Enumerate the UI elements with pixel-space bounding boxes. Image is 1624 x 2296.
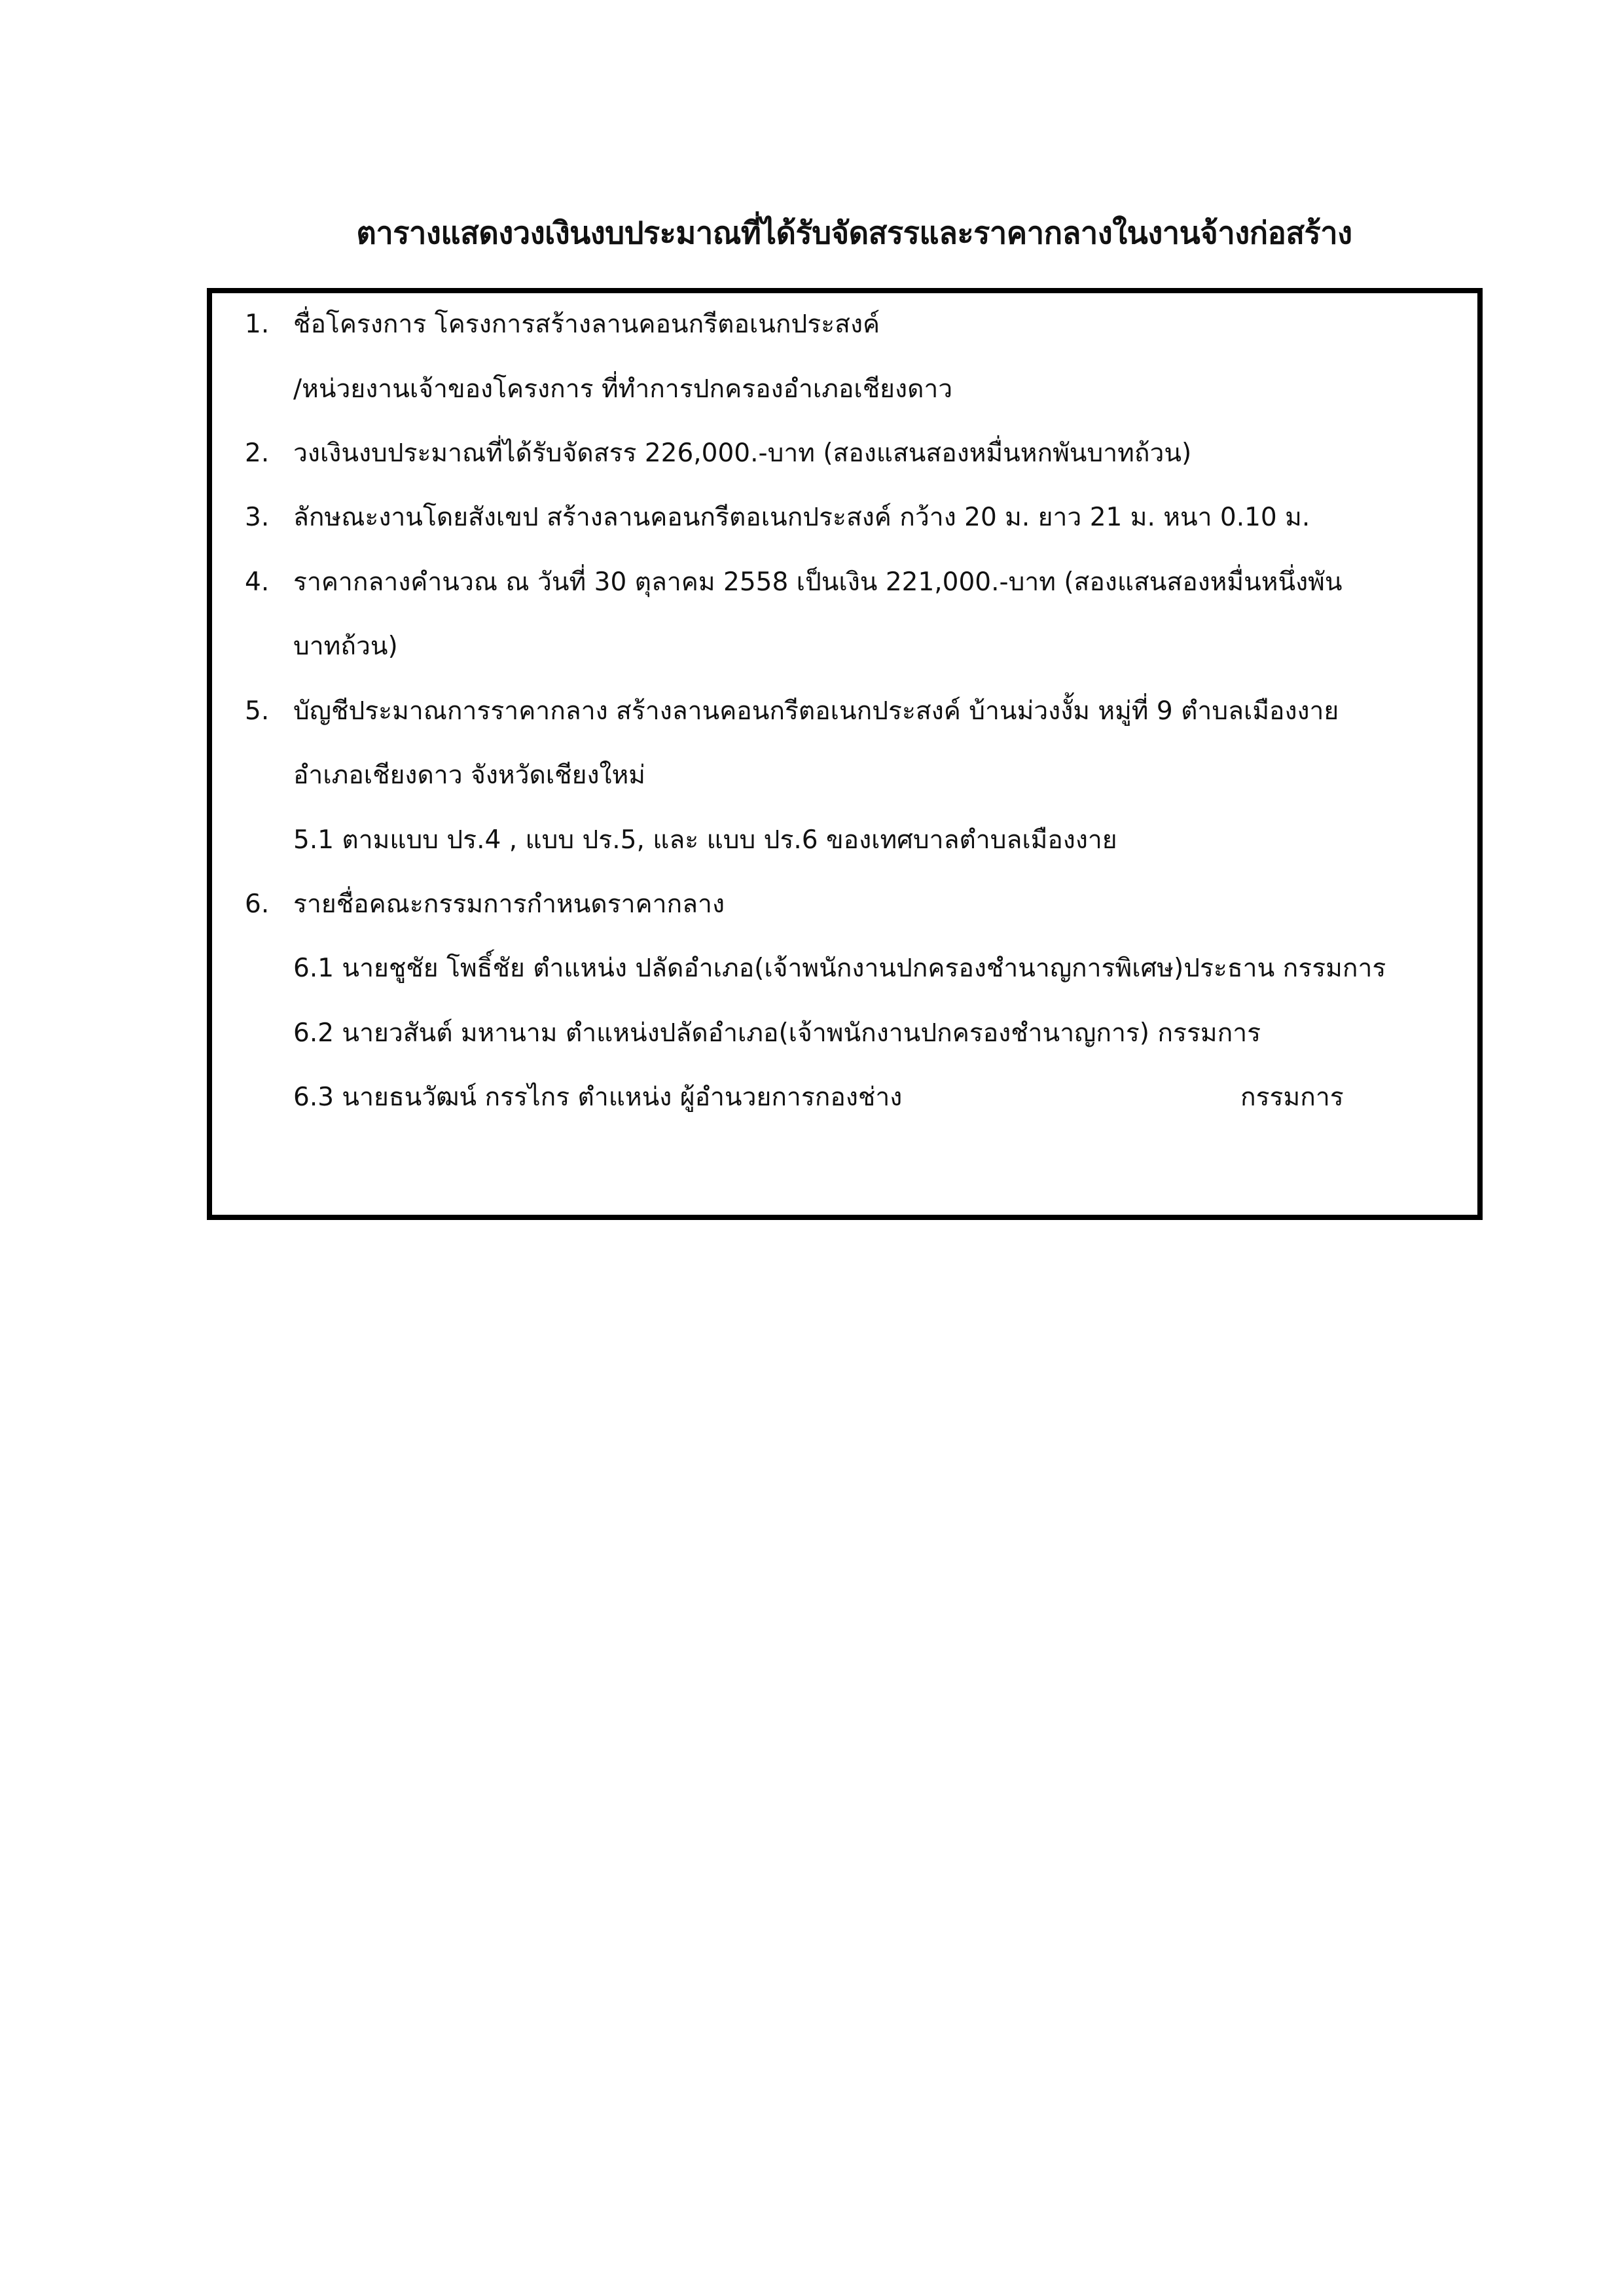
item-6-subitem-6-3-role: กรรมการ [1240,1083,1344,1112]
item-5-line-2: อำเภอเชียงดาว จังหวัดเชียงใหม่ [293,761,645,790]
item-3-line-1: ลักษณะงานโดยสังเขป สร้างลานคอนกรีตอเนกประสงค์ กว้าง 20 ม. ยาว 21 ม. หนา 0.10 ม. [293,503,1310,532]
item-5-number: 5. [245,696,270,726]
item-4-line-1: ราคากลางคำนวณ ณ วันที่ 30 ตุลาคม 2558 เป็นเงิน 221,000.-บาท (สองแสนสองหมื่นหนึ่งพัน [293,567,1343,597]
item-2-number: 2. [245,439,270,468]
item-5-subitem-5-1: 5.1 ตามแบบ ปร.4 , แบบ ปร.5, และ แบบ ปร.6 ของเทศบาลตำบลเมืองงาย [293,825,1117,855]
item-6-subitem-6-3: 6.3 นายธนวัฒน์ กรรไกร ตำแหน่ง ผู้อำนวยการกองช่าง [293,1083,903,1112]
item-1-line-1: ชื่อโครงการ โครงการสร้างลานคอนกรีตอเนกประสงค์ [293,310,880,339]
item-4-number: 4. [245,567,270,597]
item-6-line-1: รายชื่อคณะกรรมการกำหนดราคากลาง [293,889,725,919]
item-6-subitem-6-2: 6.2 นายวสันต์ มหานาม ตำแหน่งปลัดอำเภอ(เจ้าพนักงานปกครองชำนาญการ) กรรมการ [293,1018,1261,1048]
item-1-line-2: /หน่วยงานเจ้าของโครงการ ที่ทำการปกครองอำเภอเชียงดาว [293,374,953,404]
item-4-line-2: บาทถ้วน) [293,632,398,661]
item-1-number: 1. [245,310,270,339]
item-3-number: 3. [245,503,270,532]
details-box [207,288,1483,1220]
item-5-line-1: บัญชีประมาณการราคากลาง สร้างลานคอนกรีตอเนกประสงค์ บ้านม่วงงั้ม หมู่ที่ 9 ตำบลเมืองงาย [293,696,1339,726]
item-6-number: 6. [245,889,270,919]
item-6-subitem-6-1: 6.1 นายชูชัย โพธิ์ชัย ตำแหน่ง ปลัดอำเภอ(เจ้าพนักงานปกครองชำนาญการพิเศษ)ประธาน กรรมการ [293,954,1386,983]
item-2-line-1: วงเงินงบประมาณที่ได้รับจัดสรร 226,000.-บาท (สองแสนสองหมื่นหกพันบาทถ้วน) [293,439,1192,468]
page-title: ตารางแสดงวงเงินงบประมาณที่ได้รับจัดสรรและราคากลางในงานจ้างก่อสร้าง [356,215,1352,251]
